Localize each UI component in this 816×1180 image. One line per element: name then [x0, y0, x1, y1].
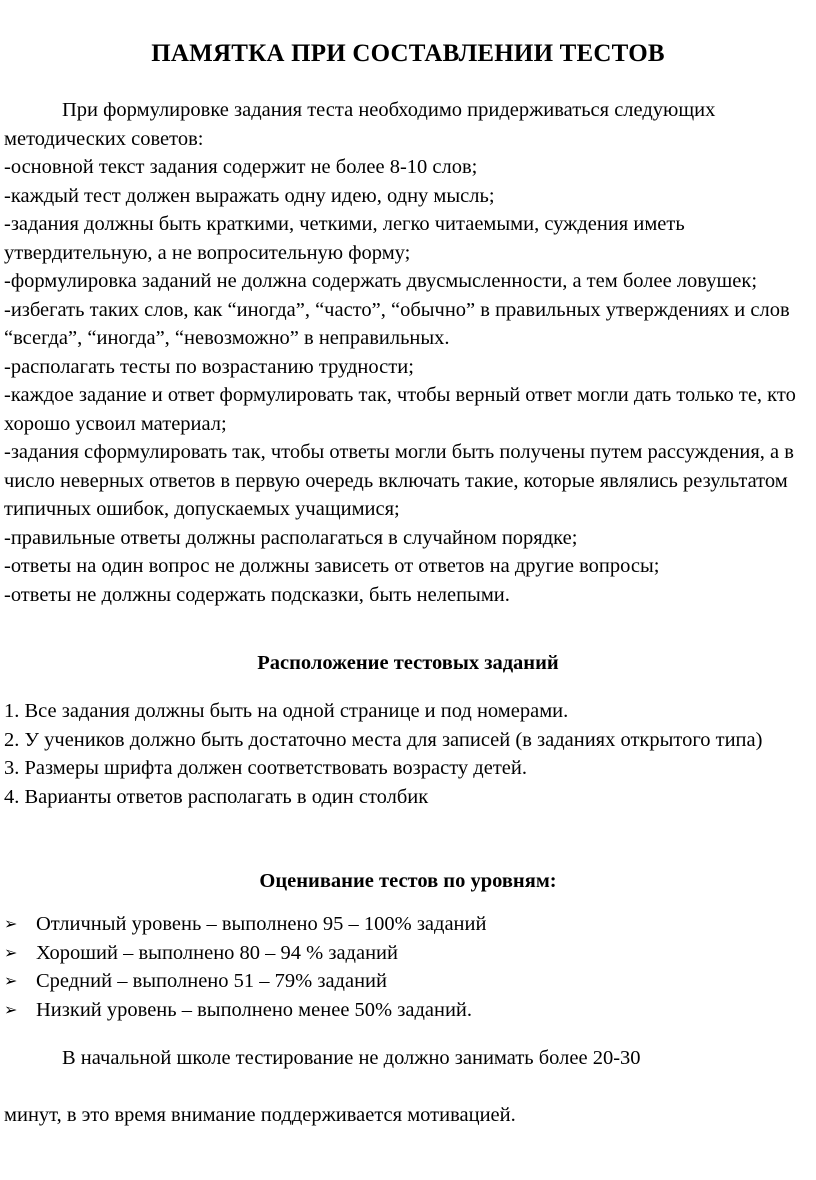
levels-list: [4, 910, 812, 1024]
arrowhead-bullet-icon: ➢: [4, 999, 18, 1019]
level-text: Низкий уровень – выполнено менее 50% заданий.: [36, 998, 473, 1021]
level-item: [4, 939, 812, 968]
rule-item: -формулировка заданий не должна содержать двусмысленности, а тем более ловушек;: [4, 270, 758, 292]
rule-item: -основной текст задания содержит не более 8-10 слов;: [4, 156, 478, 178]
rule-item: -ответы на один вопрос не должны зависеть от ответов на другие вопросы;: [4, 555, 660, 577]
arrowhead-bullet-icon: ➢: [4, 971, 18, 990]
intro-section: [4, 96, 812, 609]
placement-item: 2. У учеников должно быть достаточно места для записей (в заданиях открытого типа): [4, 728, 763, 751]
rule-item: -каждое задание и ответ формулировать так, чтобы верный ответ могли дать только те, кто хорошо усвоил материал;: [4, 384, 796, 435]
rule-item: -располагать тесты по возрастанию трудности;: [4, 355, 414, 378]
intro-lead: При формулировке задания теста необходимо придерживаться следующих методических советов:: [4, 99, 716, 150]
placement-item: 3. Размеры шрифта должен соответствовать возрасту детей.: [4, 757, 527, 779]
level-text: Хороший – выполнено 80 – 94 % заданий: [36, 941, 399, 964]
level-text: Средний – выполнено 51 – 79% заданий: [36, 970, 387, 992]
arrowhead-bullet-icon: ➢: [4, 942, 18, 962]
rule-item: -каждый тест должен выражать одну идею, одну мысль;: [4, 184, 495, 207]
rule-item: -правильные ответы должны располагаться в случайном порядке;: [4, 526, 578, 549]
levels-heading: Оценивание тестов по уровням:: [259, 870, 557, 892]
placement-item: 4. Варианты ответов располагать в один столбик: [4, 785, 429, 808]
rule-item: -задания сформулировать так, чтобы ответы могли быть получены путем рассуждения, а в число неверных ответов в первую очередь включать такие, которые являлись результатом типичных ошибок, допускаемых учащимися;: [4, 441, 794, 520]
placement-item: 1. Все задания должны быть на одной странице и под номерами.: [4, 700, 569, 722]
level-item: [4, 967, 812, 996]
placement-list: [4, 697, 812, 811]
rule-item: -ответы не должны содержать подсказки, быть нелепыми.: [4, 583, 510, 606]
level-item: [4, 996, 812, 1025]
outro-line-1: В начальной школе тестирование не должно занимать более 20-30: [62, 1047, 641, 1069]
rule-item: -избегать таких слов, как “иногда”, “часто”, “обычно” в правильных утверждениях и слов “всегда”, “иногда”, “невозможно” в неправильных.: [4, 298, 790, 349]
arrowhead-bullet-icon: ➢: [4, 914, 18, 933]
level-item: [4, 910, 812, 939]
rule-item: -задания должны быть краткими, четкими, легко читаемыми, суждения иметь утвердительную, а не вопросительную форму;: [4, 213, 685, 264]
placement-heading: Расположение тестовых заданий: [257, 652, 559, 674]
page-title: ПАМЯТКА ПРИ СОСТАВЛЕНИИ ТЕСТОВ: [151, 40, 665, 67]
outro-line-2: минут, в это время внимание поддерживается мотивацией.: [4, 1104, 516, 1126]
level-text: Отличный уровень – выполнено 95 – 100% заданий: [36, 913, 487, 935]
